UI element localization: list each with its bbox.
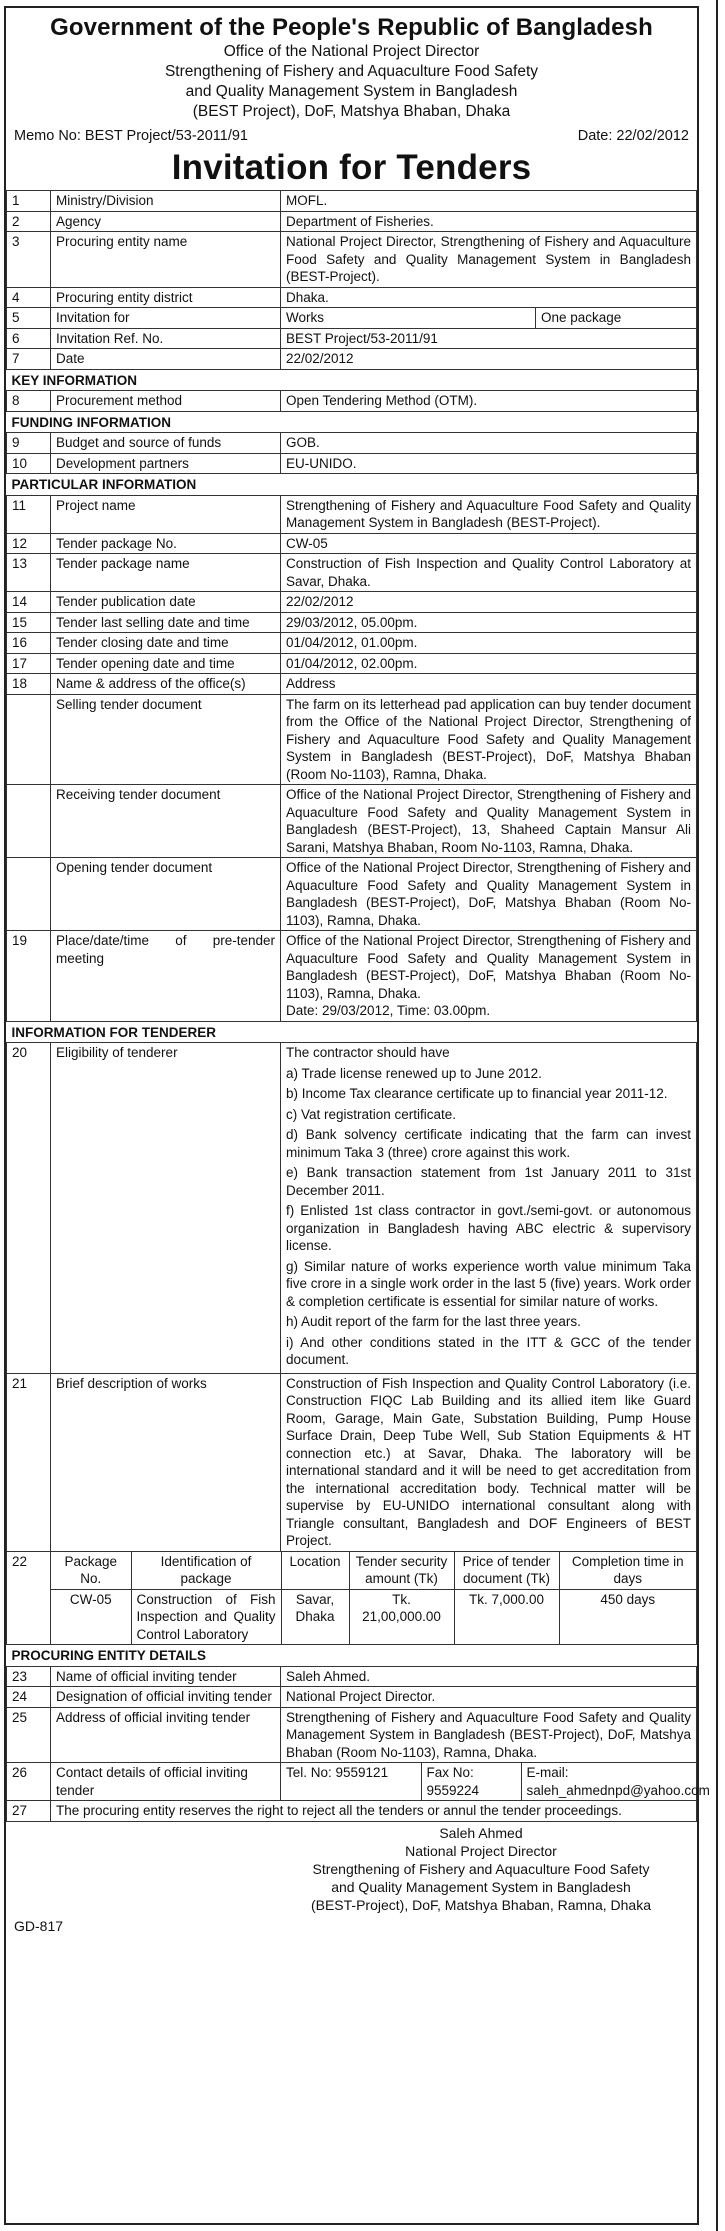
row-number-cell bbox=[7, 232, 51, 288]
memo-date: Date: 22/02/2012 bbox=[577, 128, 689, 144]
eligibility-intro: The contractor should have bbox=[286, 1045, 450, 1060]
row-number-cell bbox=[7, 191, 51, 212]
eligibility-item: e) Bank transaction statement from 1st January 2011 to 31st December 2011. bbox=[286, 1165, 691, 1198]
row-value: Office of the National Project Director, Strengthening of Fishery and Aquaculture Food Safety and Quality Management System in Bangladesh (BEST-Project), DoF, Matshya Bhaban (Room No-1103), Ramna, Dhaka. bbox=[286, 933, 691, 1001]
table-row bbox=[7, 308, 697, 329]
row-value-cell bbox=[281, 674, 697, 695]
row-number: 8 bbox=[12, 393, 20, 408]
package-value: Tk. 21,00,000.00 bbox=[362, 1591, 441, 1624]
table-row bbox=[7, 391, 697, 412]
row-number-cell bbox=[7, 287, 51, 308]
package-table-row bbox=[7, 1551, 697, 1645]
eligibility-item: f) Enlisted 1st class contractor in govt./semi-govt. or autonomous organization in Bangladesh having ABC electric & supervisory license. bbox=[286, 1203, 691, 1253]
section-funding-information bbox=[7, 411, 697, 433]
row-label-cell bbox=[51, 674, 281, 695]
row-value: GOB. bbox=[286, 435, 320, 450]
row-label: Procuring entity name bbox=[56, 234, 188, 249]
row-label-cell bbox=[51, 433, 281, 454]
table-row bbox=[7, 653, 697, 674]
row-value: The procuring entity reserves the right to reject all the tenders or annul the tender proceedings. bbox=[56, 1803, 622, 1818]
section-particular-information-title-cell bbox=[7, 474, 697, 496]
row-number: 22 bbox=[12, 1553, 28, 1569]
row-label-cell bbox=[51, 232, 281, 288]
section-information-for-tenderer-title-cell bbox=[7, 1021, 697, 1043]
row-number: 11 bbox=[12, 497, 27, 513]
row-value: Strengthening of Fishery and Aquaculture Food Safety and Quality Management System in Bangladesh (BEST-Project), DoF, Matshya Bhaban (Room No-1103), Ramna, Dhaka. bbox=[286, 1709, 691, 1760]
row-number: 19 bbox=[12, 933, 28, 948]
package-table bbox=[51, 1552, 696, 1645]
row-number: 7 bbox=[12, 351, 20, 366]
row-number-cell bbox=[7, 349, 51, 370]
row-number: 10 bbox=[12, 455, 28, 471]
table-row bbox=[7, 232, 697, 288]
signatory-line-4: (BEST-Project), DoF, Matshya Bhaban, Ramna, Dhaka bbox=[310, 1896, 652, 1913]
row-value: Works bbox=[286, 310, 325, 325]
row-label-cell bbox=[51, 592, 281, 613]
table-row bbox=[7, 694, 697, 785]
tender-notice bbox=[4, 6, 710, 2225]
row-value: Saleh Ahmed. bbox=[286, 1668, 371, 1684]
row-number-cell bbox=[7, 694, 51, 785]
table-row bbox=[7, 433, 697, 454]
row-label-cell bbox=[51, 1666, 281, 1687]
row-number-cell bbox=[7, 1373, 51, 1551]
row-number-cell bbox=[7, 328, 51, 349]
row-number: 25 bbox=[12, 1709, 28, 1725]
row-label-cell bbox=[51, 612, 281, 633]
section-particular-information-title: PARTICULAR INFORMATION bbox=[11, 477, 197, 492]
row-number: 26 bbox=[12, 1765, 28, 1780]
project-line-2: and Quality Management System in Bangladesh bbox=[185, 83, 518, 100]
row-label-cell bbox=[51, 653, 281, 674]
table-row bbox=[7, 554, 697, 592]
section-funding-information-title: FUNDING INFORMATION bbox=[11, 414, 171, 430]
signatory-line-3: and Quality Management System in Bangladesh bbox=[331, 1878, 631, 1895]
row-label: Selling tender document bbox=[56, 696, 202, 712]
row-label-cell bbox=[51, 1373, 281, 1551]
row-value: Office of the National Project Director, Strengthening of Fishery and Aquaculture Food Safety and Quality Management System in Bangladesh (BEST-Project), 13, Shaheed Captain Mansur Ali Sarani, Matshya Bhaban, Room No-1103, Ramna, Dhaka. bbox=[286, 787, 691, 855]
row-value-cell bbox=[281, 191, 697, 212]
package-header: Identification of package bbox=[160, 1553, 252, 1586]
package-value: CW-05 bbox=[69, 1591, 112, 1607]
row-value: Strengthening of Fishery and Aquaculture Food Safety and Quality Management System in Bangladesh (BEST-Project). bbox=[286, 497, 691, 530]
row-value: Address bbox=[286, 676, 336, 691]
contact-fax-cell bbox=[421, 1763, 521, 1800]
project-line-3: (BEST Project), DoF, Matshya Bhaban, Dhaka bbox=[192, 103, 511, 120]
row-label-cell bbox=[51, 694, 281, 785]
row-extra-cell bbox=[536, 308, 697, 329]
row-value-cell bbox=[281, 391, 697, 412]
package-header: Package No. bbox=[64, 1553, 118, 1586]
row-label-cell bbox=[51, 391, 281, 412]
eligibility-item: c) Vat registration certificate. bbox=[286, 1106, 457, 1122]
row-value: National Project Director. bbox=[286, 1689, 436, 1704]
signature-block bbox=[266, 1824, 696, 1914]
row-number-cell bbox=[7, 554, 51, 592]
header bbox=[6, 14, 697, 122]
row-label-cell bbox=[51, 328, 281, 349]
row-number-cell bbox=[7, 1763, 51, 1801]
row-label: Development partners bbox=[56, 455, 189, 471]
row-label: Name of official inviting tender bbox=[56, 1668, 237, 1684]
row-number: 18 bbox=[12, 676, 28, 691]
row-number: 2 bbox=[12, 213, 20, 229]
row-number: 14 bbox=[12, 594, 28, 609]
right-border-rule bbox=[716, 0, 718, 2231]
row-label-cell bbox=[51, 1687, 281, 1708]
row-value: 22/02/2012 bbox=[286, 351, 354, 366]
row-label: Tender publication date bbox=[56, 594, 196, 609]
package-value-cell bbox=[131, 1589, 281, 1644]
table-row bbox=[7, 1707, 697, 1763]
row-value-cell bbox=[281, 495, 697, 533]
row-number-cell bbox=[7, 1551, 51, 1645]
row-value-cell bbox=[281, 592, 697, 613]
row-number-cell bbox=[7, 453, 51, 474]
row-value: The farm on its letterhead pad application can buy tender document from the Office of the National Project Director, Strengthening of Fishery and Aquaculture Food Safety and Quality Management System in Bangladesh (BEST-Project), DoF, Matshya Bhaban (Room No-1103), Ramna, Dhaka. bbox=[286, 696, 691, 782]
package-header-cell bbox=[454, 1552, 559, 1590]
row-number-cell bbox=[7, 858, 51, 931]
eligibility-item: b) Income Tax clearance certificate up to financial year 2011-12. bbox=[286, 1086, 668, 1101]
row-label: Agency bbox=[56, 213, 102, 229]
row-number-cell bbox=[7, 533, 51, 554]
row-value: National Project Director, Strengthening of Fishery and Aquaculture Food Safety and Quality Management System in Bangladesh (BEST-Project). bbox=[286, 234, 691, 284]
row-label-cell bbox=[51, 554, 281, 592]
row-label: Eligibility of tenderer bbox=[56, 1045, 178, 1060]
row-label: Project name bbox=[56, 497, 136, 513]
memo-line bbox=[6, 128, 697, 144]
office-line: Office of the National Project Director bbox=[223, 43, 480, 60]
row-number-cell bbox=[7, 1687, 51, 1708]
package-header-cell bbox=[131, 1552, 281, 1590]
row-value-cell bbox=[281, 694, 697, 785]
table-row bbox=[7, 1666, 697, 1687]
contact-cell bbox=[281, 1763, 710, 1801]
table-row bbox=[7, 612, 697, 633]
row-number-cell bbox=[7, 633, 51, 654]
row-label: Receiving tender document bbox=[56, 787, 221, 802]
row-label: Invitation Ref. No. bbox=[56, 330, 164, 346]
section-key-information-title: KEY INFORMATION bbox=[11, 372, 138, 388]
row-number: 1 bbox=[12, 193, 20, 208]
row-label-cell bbox=[51, 633, 281, 654]
row-value: 01/04/2012, 02.00pm. bbox=[286, 655, 418, 671]
table-row bbox=[7, 495, 697, 533]
table-row bbox=[7, 211, 697, 232]
row-number: 21 bbox=[12, 1375, 28, 1391]
row-label: Tender last selling date and time bbox=[56, 614, 250, 630]
row-value-cell bbox=[281, 453, 697, 474]
row-number: 23 bbox=[12, 1668, 28, 1684]
table-row bbox=[7, 1801, 697, 1822]
package-value: Construction of Fish Inspection and Quality Control Laboratory bbox=[136, 1591, 276, 1642]
row-label-cell bbox=[51, 1763, 281, 1801]
row-label: Tender opening date and time bbox=[56, 655, 235, 671]
row-label-cell bbox=[51, 495, 281, 533]
row-number-cell bbox=[7, 1666, 51, 1687]
row-value-cell bbox=[281, 1707, 697, 1763]
row-number: 5 bbox=[12, 310, 20, 325]
row-label: Contact details of official inviting tender bbox=[56, 1765, 248, 1798]
row-label: Budget and source of funds bbox=[56, 435, 222, 450]
meeting-date: Date: 29/03/2012, Time: 03.00pm. bbox=[286, 1003, 491, 1018]
row-label: Date bbox=[56, 351, 85, 366]
gd-code: GD-817 bbox=[14, 1917, 64, 1934]
table-row bbox=[7, 785, 697, 858]
row-value-cell bbox=[281, 1687, 697, 1708]
row-value-cell bbox=[281, 232, 697, 288]
contact-tel: Tel. No: 9559121 bbox=[286, 1765, 389, 1780]
project-line-1: Strengthening of Fishery and Aquaculture Food Safety bbox=[164, 63, 539, 80]
table-row bbox=[7, 1687, 697, 1708]
row-number: 9 bbox=[12, 435, 20, 450]
tender-table bbox=[6, 190, 710, 1822]
row-label: Address of official inviting tender bbox=[56, 1709, 251, 1725]
document-title: Invitation for Tenders bbox=[171, 148, 532, 187]
row-label: Brief description of works bbox=[56, 1375, 207, 1391]
row-number: 6 bbox=[12, 330, 20, 346]
eligibility-item: i) And other conditions stated in the ITT & GCC of the tender document. bbox=[286, 1334, 691, 1367]
signatory-line-2: Strengthening of Fishery and Aquaculture Food Safety bbox=[312, 1860, 650, 1877]
section-procuring-entity-details-title: PROCURING ENTITY DETAILS bbox=[11, 1648, 207, 1663]
package-header-cell bbox=[281, 1552, 349, 1590]
table-row bbox=[7, 191, 697, 212]
section-particular-information bbox=[7, 474, 697, 496]
eligibility-list bbox=[281, 1043, 697, 1374]
table-row bbox=[7, 533, 697, 554]
section-key-information bbox=[7, 369, 697, 391]
row-number-cell bbox=[7, 931, 51, 1022]
signatory-name: Saleh Ahmed bbox=[439, 1824, 523, 1841]
package-cell bbox=[51, 1551, 697, 1645]
table-row bbox=[7, 328, 697, 349]
row-number-cell bbox=[7, 211, 51, 232]
row-label: Tender package name bbox=[56, 556, 190, 571]
row-value-cell bbox=[281, 308, 536, 329]
table-row bbox=[7, 674, 697, 695]
contact-email-cell bbox=[521, 1763, 710, 1800]
section-information-for-tenderer-title: INFORMATION FOR TENDERER bbox=[11, 1024, 216, 1040]
table-row bbox=[7, 287, 697, 308]
row-label: Name & address of the office(s) bbox=[56, 676, 246, 691]
row-value: Open Tendering Method (OTM). bbox=[286, 393, 478, 408]
eligibility-item: h) Audit report of the farm for the last three years. bbox=[286, 1314, 581, 1329]
row-value-cell bbox=[281, 211, 697, 232]
table-row bbox=[7, 1763, 697, 1801]
row-label: Procurement method bbox=[56, 393, 183, 408]
eligibility-item: g) Similar nature of works experience worth value minimum Taka five crore in a single work order in the last 5 (five) years. Work order & completion certificate is essential for similar nature of works. bbox=[286, 1258, 691, 1309]
row-number-cell bbox=[7, 592, 51, 613]
footer bbox=[6, 1822, 697, 1942]
contact-tel-cell bbox=[281, 1763, 421, 1800]
row-value-cell bbox=[281, 433, 697, 454]
row-value: Department of Fisheries. bbox=[286, 213, 434, 229]
package-value-cell bbox=[51, 1589, 131, 1644]
row-number-cell bbox=[7, 1707, 51, 1763]
package-value-cell bbox=[559, 1589, 696, 1644]
row-label: Place/date/time of pre-tender meeting bbox=[56, 933, 275, 966]
row-number-cell bbox=[7, 612, 51, 633]
signatory-title: National Project Director bbox=[405, 1842, 557, 1859]
row-extra: One package bbox=[541, 310, 622, 325]
row-label: Ministry/Division bbox=[56, 193, 154, 208]
row-label-cell bbox=[51, 785, 281, 858]
row-value: MOFL. bbox=[286, 193, 328, 208]
package-value-cell bbox=[349, 1589, 454, 1644]
package-header: Completion time in days bbox=[571, 1553, 684, 1586]
table-row bbox=[7, 453, 697, 474]
row-value: EU-UNIDO. bbox=[286, 455, 357, 471]
row-number-cell bbox=[7, 1801, 51, 1822]
row-value-cell bbox=[281, 533, 697, 554]
row-label-cell bbox=[51, 191, 281, 212]
row-number: 4 bbox=[12, 289, 20, 305]
row-label-cell bbox=[51, 1043, 281, 1374]
government-title: Government of the People's Republic of Bangladesh bbox=[50, 14, 653, 41]
eligibility-item: a) Trade license renewed up to June 2012. bbox=[286, 1065, 542, 1081]
row-value-cell bbox=[281, 554, 697, 592]
contact-fax: Fax No: 9559224 bbox=[426, 1765, 480, 1798]
row-label-cell bbox=[51, 858, 281, 931]
row-label: Invitation for bbox=[56, 310, 130, 325]
table-row bbox=[7, 592, 697, 613]
row-number-cell bbox=[7, 495, 51, 533]
row-number-cell bbox=[7, 674, 51, 695]
row-number: 16 bbox=[12, 635, 28, 650]
row-label-cell bbox=[51, 211, 281, 232]
row-value-cell bbox=[281, 349, 697, 370]
row-label: Procuring entity district bbox=[56, 289, 193, 305]
row-value-cell bbox=[281, 1666, 697, 1687]
row-number-cell bbox=[7, 391, 51, 412]
row-label: Tender closing date and time bbox=[56, 635, 229, 650]
row-label: Tender package No. bbox=[56, 535, 177, 551]
row-value-cell bbox=[281, 612, 697, 633]
contact-email: E-mail: saleh_ahmednpd@yahoo.com bbox=[526, 1765, 710, 1798]
row-value-cell bbox=[281, 785, 697, 858]
package-value-cell bbox=[454, 1589, 559, 1644]
row-number-cell bbox=[7, 433, 51, 454]
package-header-cell bbox=[559, 1552, 696, 1590]
package-value-cell bbox=[281, 1589, 349, 1644]
row-value-cell bbox=[281, 1373, 697, 1551]
section-funding-information-title-cell bbox=[7, 411, 697, 433]
section-procuring-entity-details bbox=[7, 1645, 697, 1667]
package-value: Tk. 7,000.00 bbox=[468, 1591, 545, 1607]
row-number-cell bbox=[7, 1043, 51, 1374]
table-row bbox=[7, 1043, 697, 1374]
row-number-cell bbox=[7, 653, 51, 674]
row-value-cell bbox=[281, 931, 697, 1022]
row-label: Designation of official inviting tender bbox=[56, 1689, 272, 1704]
row-value-cell bbox=[281, 858, 697, 931]
row-value-cell bbox=[281, 653, 697, 674]
row-value-cell bbox=[281, 328, 697, 349]
row-label-cell bbox=[51, 931, 281, 1022]
eligibility-item: d) Bank solvency certificate indicating that the farm can invest minimum Taka 3 (three) crore against this work. bbox=[286, 1127, 691, 1160]
section-key-information-title-cell bbox=[7, 369, 697, 391]
row-label-cell bbox=[51, 287, 281, 308]
row-value-cell bbox=[281, 633, 697, 654]
row-number-cell bbox=[7, 308, 51, 329]
table-row bbox=[7, 633, 697, 654]
table-row bbox=[7, 1373, 697, 1551]
row-value-cell bbox=[51, 1801, 697, 1822]
row-value: 01/04/2012, 01.00pm. bbox=[286, 635, 418, 650]
row-value: 22/02/2012 bbox=[286, 594, 354, 609]
row-number: 17 bbox=[12, 655, 28, 671]
package-header: Price of tender document (Tk) bbox=[462, 1553, 551, 1586]
row-number: 27 bbox=[12, 1803, 28, 1818]
section-information-for-tenderer bbox=[7, 1021, 697, 1043]
row-value-cell bbox=[281, 287, 697, 308]
row-value: BEST Project/53-2011/91 bbox=[286, 330, 438, 346]
row-label-cell bbox=[51, 453, 281, 474]
package-header-cell bbox=[349, 1552, 454, 1590]
package-header: Location bbox=[289, 1553, 341, 1569]
row-label-cell bbox=[51, 533, 281, 554]
table-row bbox=[7, 858, 697, 931]
row-value: Construction of Fish Inspection and Quality Control Laboratory at Savar, Dhaka. bbox=[286, 556, 691, 589]
section-procuring-entity-details-title-cell bbox=[7, 1645, 697, 1667]
row-value: CW-05 bbox=[286, 535, 328, 551]
package-header-cell bbox=[51, 1552, 131, 1590]
row-label-cell bbox=[51, 349, 281, 370]
memo-number: Memo No: BEST Project/53-2011/91 bbox=[14, 128, 248, 144]
package-header: Tender security amount (Tk) bbox=[355, 1553, 448, 1586]
row-number: 13 bbox=[12, 556, 28, 571]
table-row bbox=[7, 349, 697, 370]
row-value: Construction of Fish Inspection and Quality Control Laboratory (i.e. Construction FIQC Lab Building and its allied item like Guard Room, Garage, Main Gate, Substation Building, Pump House Surface Drain, Deep Tube Well, Sub Station Equipments & HT connection etc.) at Savar, Dhaka. The laboratory will be international standard and it will be need to get accreditation from the international accreditation body. Technical matter will be supervise by EU-UNIDO international consultant along with Triangle consultant, Bangladesh and DOF Engineers of BEST Project. bbox=[286, 1375, 691, 1548]
row-number: 12 bbox=[12, 535, 28, 551]
package-value: 450 days bbox=[600, 1591, 656, 1607]
row-label-cell bbox=[51, 308, 281, 329]
row-label: Opening tender document bbox=[56, 860, 213, 875]
row-number: 20 bbox=[12, 1045, 28, 1060]
row-value: Office of the National Project Director, Strengthening of Fishery and Aquaculture Food Safety and Quality Management System in Bangladesh (BEST-Project), DoF, Matshya Bhaban (Room No-1103), Ramna, Dhaka. bbox=[286, 860, 691, 928]
row-value: Dhaka. bbox=[286, 289, 329, 305]
row-number-cell bbox=[7, 785, 51, 858]
row-number: 24 bbox=[12, 1689, 28, 1704]
package-value: Savar, Dhaka bbox=[295, 1591, 335, 1624]
row-number: 15 bbox=[12, 614, 28, 630]
row-number: 3 bbox=[12, 234, 20, 249]
row-value: 29/03/2012, 05.00pm. bbox=[286, 614, 418, 630]
table-row bbox=[7, 931, 697, 1022]
row-label-cell bbox=[51, 1707, 281, 1763]
